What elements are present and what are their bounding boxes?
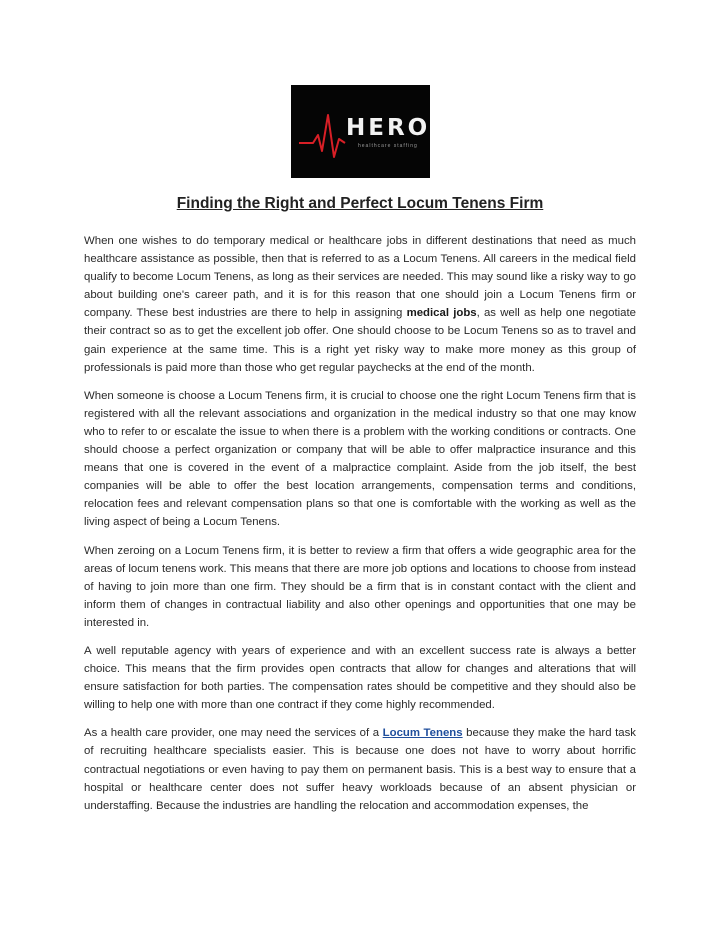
paragraph-1-text-a: When one wishes to do temporary medical or healthcare jobs in different destinations that need as much healthcare assistance as possible, then that is referred to as a Locum Tenens. All careers in the medical field qualify to become Locum Tenens, as long as their services are needed. This may sound like a risky way to go about building one's career path, and it is for this reason that one should join a Locum Tenens firm or company. These best industries are there to help in assigning: [84, 235, 636, 320]
paragraph-5: [84, 724, 636, 814]
paragraph-3: When zeroing on a Locum Tenens firm, it is better to review a firm that offers a wide geographic area for the areas of locum tenens work. This means that there are more job options and locations to choose from instead of having to join more than one firm. They should be a firm that is in constant contact with the client and inform them of changes in contractual liability and also other openings and opportunities that one may be interested in.: [84, 544, 636, 629]
paragraph-4: A well reputable agency with years of experience and with an excellent success rate is always a better choice. This means that the firm provides open contracts that allow for changes and alterations that will ensure satisfaction for both parties. The compensation rates should be competitive and they should also be willing to help one with more than one contract if they come highly recommended.: [84, 644, 636, 712]
hero-logo: [291, 85, 430, 178]
paragraph-1-text-b: , as well as help one negotiate their contract so as to get the excellent job offer. One should choose to be Locum Tenens so as to travel and gain experience at the same time. This is a right yet risky way to make more money as this group of professionals is paid more than those who get regular paychecks at the end of the month.: [84, 307, 636, 374]
paragraph-5-text-a: As a health care provider, one may need the services of a: [84, 727, 383, 740]
paragraph-5-text-b: because they make the hard task of recruiting healthcare specialists easier. This is because one does not have to worry about horrific contractual negotiations or even having to pay them on permanent basis. This is a best way to ensure that a hospital or healthcare center does not suffer heavy workloads because of an absent physician or understaffing. Because the industries are handling the relocation and accommodation expenses, the: [84, 727, 636, 812]
medical-jobs-keyword: medical jobs: [406, 307, 477, 320]
paragraph-2: When someone is choose a Locum Tenens firm, it is crucial to choose one the right Locum Tenens firm that is registered with all the relevant associations and organization in the medical industry so that one may know who to refer to or escalate the issue to when there is a problem with the working conditions or contracts. One should choose a perfect organization or company that will be able to offer malpractice insurance and this means that one is covered in the event of a malpractice complaint. Aside from the job itself, the best companies will be able to offer the best location arrangements, compensation terms and conditions, relocation fees and relevant compensation plans so that one is comfortable with the working as well as the living aspect of being a Locum Tenens.: [84, 389, 636, 529]
locum-tenens-link[interactable]: Locum Tenens: [382, 727, 463, 740]
logo-tagline: healthcare staffing: [358, 143, 418, 149]
article-body: [84, 232, 636, 825]
paragraph-1: [84, 232, 636, 377]
logo-wordmark: HERO: [346, 115, 431, 141]
page-title: Finding the Right and Perfect Locum Tenens Firm: [176, 195, 544, 212]
